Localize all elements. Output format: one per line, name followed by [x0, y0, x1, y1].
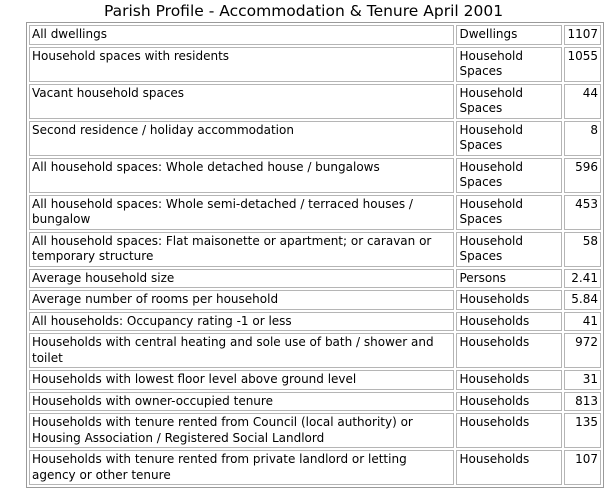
row-value: 453	[564, 195, 601, 230]
row-description: Households with tenure rented from private landlord or letting agency or other tenure	[29, 450, 454, 485]
table-row	[29, 370, 601, 390]
row-unit: Household Spaces	[456, 47, 561, 82]
row-description: All household spaces: Flat maisonette or apartment; or caravan or temporary structure	[29, 232, 454, 267]
row-unit: Household Spaces	[456, 84, 561, 119]
table-row	[29, 158, 601, 193]
page-title: Parish Profile - Accommodation & Tenure April 2001	[103, 2, 504, 20]
table-row	[29, 413, 601, 448]
table-row	[29, 195, 601, 230]
row-unit: Household Spaces	[456, 195, 561, 230]
row-description: All household spaces: Whole detached house / bungalows	[29, 158, 454, 193]
row-description: Households with tenure rented from Council (local authority) or Housing Association / Registered Social Landlord	[29, 413, 454, 448]
table-row	[29, 25, 601, 45]
accommodation-tenure-table	[26, 22, 604, 488]
row-unit: Households	[456, 290, 561, 310]
row-value: 41	[564, 312, 601, 332]
row-unit: Households	[456, 312, 561, 332]
table-row	[29, 290, 601, 310]
row-value: 58	[564, 232, 601, 267]
row-description: Average number of rooms per household	[29, 290, 454, 310]
row-description: All dwellings	[29, 25, 454, 45]
row-unit: Households	[456, 392, 561, 412]
row-unit: Household Spaces	[456, 121, 561, 156]
row-description: Households with lowest floor level above ground level	[29, 370, 454, 390]
row-description: Households with central heating and sole use of bath / shower and toilet	[29, 333, 454, 368]
table-row	[29, 392, 601, 412]
row-value: 107	[564, 450, 601, 485]
row-unit: Household Spaces	[456, 232, 561, 267]
row-value: 44	[564, 84, 601, 119]
row-value: 31	[564, 370, 601, 390]
row-description: All households: Occupancy rating -1 or less	[29, 312, 454, 332]
row-unit: Households	[456, 413, 561, 448]
row-description: Vacant household spaces	[29, 84, 454, 119]
table-row	[29, 269, 601, 289]
row-description: Households with owner-occupied tenure	[29, 392, 454, 412]
row-value: 8	[564, 121, 601, 156]
table-row	[29, 84, 601, 119]
table-row	[29, 333, 601, 368]
row-value: 135	[564, 413, 601, 448]
table-row	[29, 450, 601, 485]
row-unit: Dwellings	[456, 25, 561, 45]
row-value: 1055	[564, 47, 601, 82]
row-description: Average household size	[29, 269, 454, 289]
row-value: 813	[564, 392, 601, 412]
row-unit: Households	[456, 450, 561, 485]
row-unit: Households	[456, 370, 561, 390]
table-row	[29, 232, 601, 267]
row-value: 2.41	[564, 269, 601, 289]
row-description: All household spaces: Whole semi-detached / terraced houses / bungalow	[29, 195, 454, 230]
row-value: 596	[564, 158, 601, 193]
table-row	[29, 47, 601, 82]
table-row	[29, 121, 601, 156]
table-row	[29, 312, 601, 332]
table-body	[29, 25, 601, 485]
row-description: Second residence / holiday accommodation	[29, 121, 454, 156]
row-value: 5.84	[564, 290, 601, 310]
row-unit: Household Spaces	[456, 158, 561, 193]
row-unit: Households	[456, 333, 561, 368]
row-unit: Persons	[456, 269, 561, 289]
row-value: 1107	[564, 25, 601, 45]
row-value: 972	[564, 333, 601, 368]
row-description: Household spaces with residents	[29, 47, 454, 82]
